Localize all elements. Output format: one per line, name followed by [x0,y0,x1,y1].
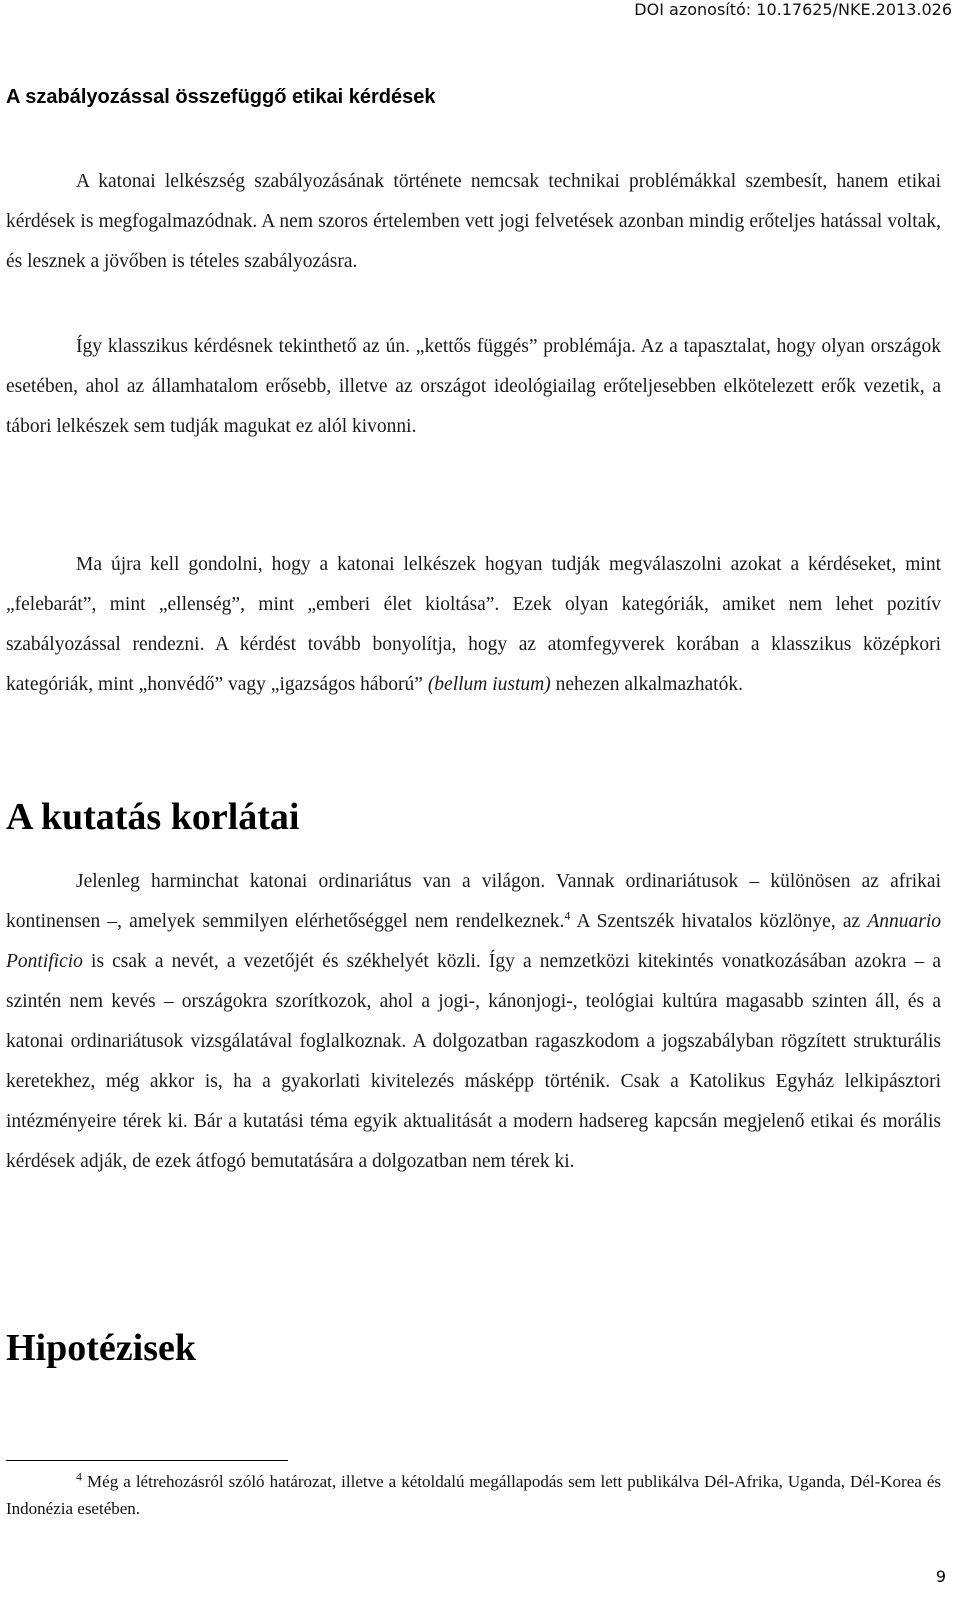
section-title: A szabályozással összefüggő etikai kérdések [6,86,436,108]
footnote-text: Még a létrehozásról szóló határozat, illetve a kétoldalú megállapodás sem lett publikálva Dél-Afrika, Uganda, Dél-Korea és Indonézia esetében. [6,1472,941,1518]
heading-kutatas-korlatai: A kutatás korlátai [6,796,300,838]
footnote-reference[interactable]: 4 [564,908,571,923]
paragraph-3-text-a: Ma újra kell gondolni, hogy a katonai lelkészek hogyan tudják megválaszolni azokat a kérdéseket, mint „felebarát”, mint „ellenség”, mint „emberi élet kioltása”. Ezek olyan kategóriák, amiket nem lehet pozitív szabályozással rendezni. A kérdést tovább bonyolítja, hogy az atomfegyverek korában a klasszikus középkori kategóriák, mint „honvédő” vagy „igazságos háború” [6,554,941,695]
paragraph-3-italic: (bellum iustum) [427,674,551,695]
paragraph-4-text-a: Jelenleg harminchat katonai ordinariátus van a világon. Vannak ordinariátusok – különösen az afrikai kontinensen –, amelyek semmilyen elérhetőséggel nem rendelkeznek. [6,871,941,932]
page-number: 9 [935,1567,946,1586]
paragraph-4 [6,862,941,1182]
footnote [6,1468,941,1522]
paragraph-3 [6,545,941,705]
footnote-divider [6,1460,288,1461]
paragraph-4-text-c: is csak a nevét, a vezetőjét és székhelyét közli. Így a nemzetközi kitekintés vonatkozásában azokra – a szintén nem kevés – országokra szorítkozok, ahol a jogi-, kánonjogi-, teológiai kultúra magasabb szinten áll, és a katonai ordinariátusok vizsgálatával foglalkoznak. A dolgozatban ragaszkodom a jogszabályban rögzített strukturális keretekhez, még akkor is, ha a gyakorlati kivitelezés másképp történik. Csak a Katolikus Egyház lelkipásztori intézményeire térek ki. Bár a kutatási téma egyik aktualitását a modern hadsereg kapcsán megjelenő etikai és morális kérdések adják, de ezek átfogó bemutatására a dolgozatban nem térek ki. [6,951,941,1172]
footnote-mark: 4 [76,1469,82,1484]
heading-hipotezisek: Hipotézisek [6,1327,196,1369]
paragraph-4-text-b: A Szentszék hivatalos közlönye, az [570,911,868,932]
paragraph-3-text-b: nehezen alkalmazhatók. [550,674,743,695]
paragraph-2-text: Így klasszikus kérdésnek tekinthető az ún. „kettős függés” problémája. Az a tapasztalat, hogy olyan országok esetében, ahol az államhatalom erősebb, illetve az országot ideológiailag erőteljesebben elkötelezett erők vezetik, a tábori lelkészek sem tudják magukat ez alól kivonni. [6,336,941,437]
paragraph-1 [6,162,941,282]
doi-header: DOI azonosító: 10.17625/NKE.2013.026 [634,0,952,19]
paragraph-4-italic: Annuario Pontificio [6,911,941,972]
paragraph-2 [6,327,941,447]
paragraph-1-text: A katonai lelkészség szabályozásának története nemcsak technikai problémákkal szembesít, hanem etikai kérdések is megfogalmazódnak. A nem szoros értelemben vett jogi felvetések azonban mindig erőteljes hatással voltak, és lesznek a jövőben is tételes szabályozásra. [6,171,941,272]
